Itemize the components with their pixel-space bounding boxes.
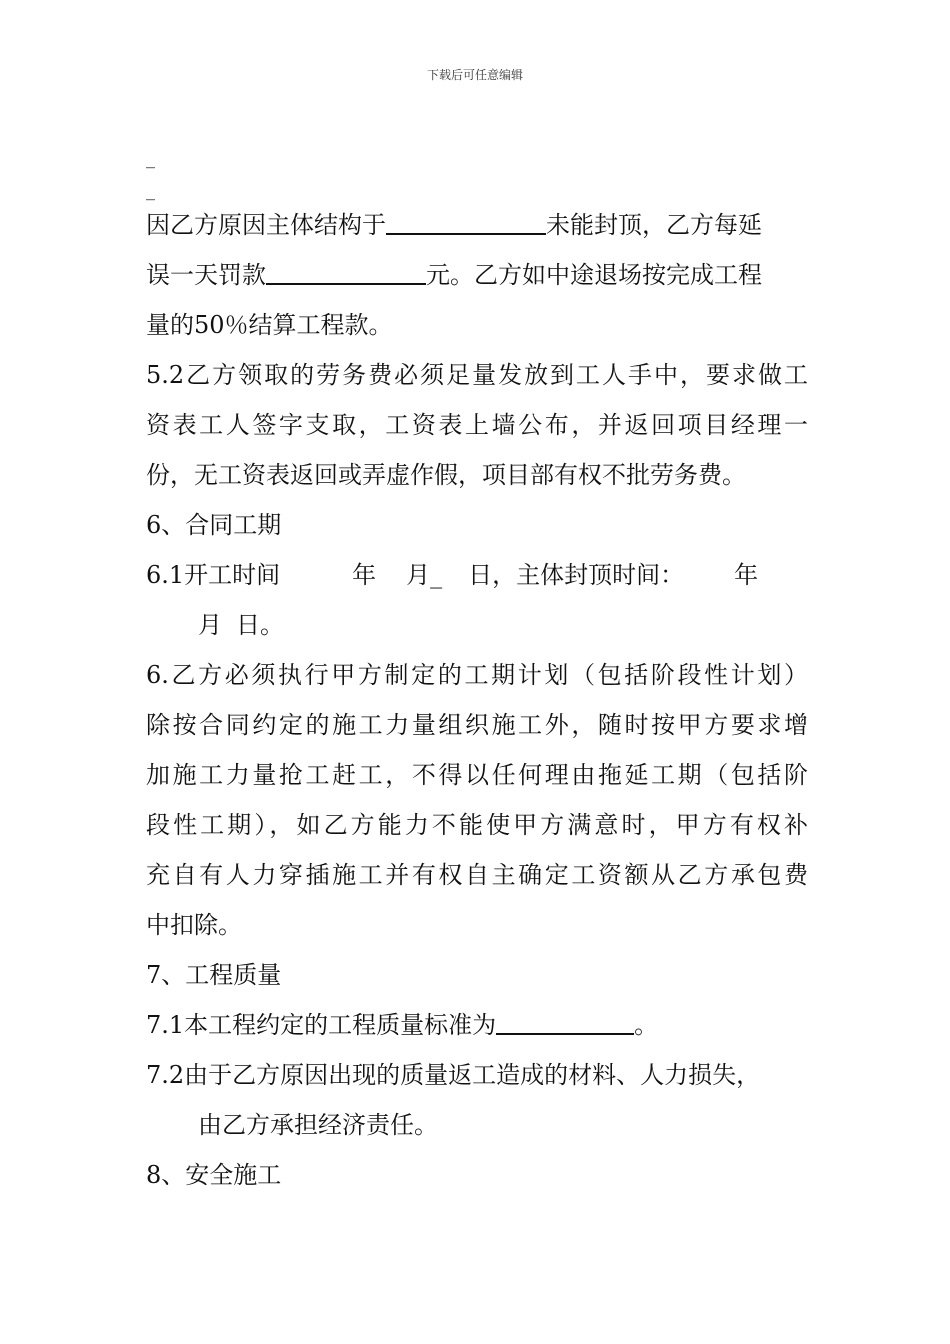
underscore-mark: _ (146, 148, 155, 169)
fill-blank (496, 1007, 634, 1035)
paragraph-line: 6.1开工时间 年 月_ 日，主体封顶时间： 年 (146, 561, 759, 589)
underscore-mark: _ (146, 180, 155, 201)
paragraph-line: 除按合同约定的施工力量组织施工外，随时按甲方要求增 (146, 711, 808, 739)
paragraph-line: 中扣除。 (146, 911, 242, 939)
page-header-note: 下载后可任意编辑 (426, 68, 523, 82)
fill-blank (266, 257, 426, 285)
fill-blank (386, 207, 546, 235)
paragraph-line: 份，无工资表返回或弄虚作假，项目部有权不批劳务费。 (146, 461, 746, 489)
paragraph-line: 加施工力量抢工赶工，不得以任何理由拖延工期（包括阶 (146, 761, 808, 789)
paragraph-line: 充自有人力穿插施工并有权自主确定工资额从乙方承包费 (146, 861, 808, 889)
paragraph-line: 由乙方承担经济责任。 (198, 1111, 438, 1139)
paragraph-line: 误一天罚款 元。乙方如中途退场按完成工程 (146, 250, 808, 300)
paragraph-line: 6.乙方必须执行甲方制定的工期计划（包括阶段性计划） (146, 661, 808, 689)
section-heading: 6、合同工期 (146, 511, 282, 539)
paragraph-line: 7.2由于乙方原因出现的质量返工造成的材料、人力损失， (146, 1061, 761, 1089)
paragraph-line: 月 日。 (198, 611, 284, 639)
paragraph-line: 量的50％结算工程款。 (146, 311, 393, 339)
paragraph-line: 因乙方原因主体结构于 未能封顶，乙方每延 (146, 200, 808, 250)
section-heading: 7、工程质量 (146, 961, 282, 989)
paragraph-line: 7.1本工程约定的工程质量标准为 。 (146, 1000, 808, 1050)
paragraph-line: 资表工人签字支取，工资表上墙公布，并返回项目经理一 (146, 411, 808, 439)
document-body (146, 200, 808, 1200)
paragraph-line: 段性工期），如乙方能力不能使甲方满意时，甲方有权补 (146, 811, 808, 839)
section-heading: 8、安全施工 (146, 1161, 282, 1189)
paragraph-line: 5.2乙方领取的劳务费必须足量发放到工人手中，要求做工 (146, 361, 808, 389)
